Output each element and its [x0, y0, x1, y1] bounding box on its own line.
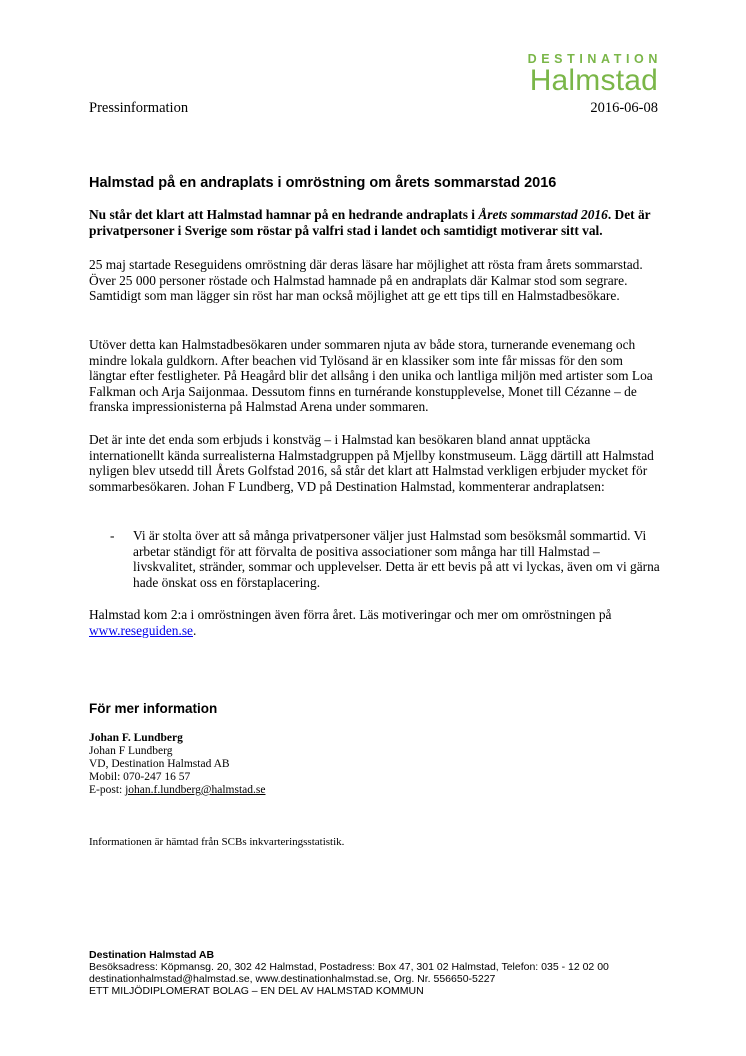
paragraph-2: Utöver detta kan Halmstadbesökaren under sommaren njuta av både stora, turnerande evenemang och mindre lokala guldkorn. After beachen vid Tylösand är en klassiker som inte får missas för den som längtar efter festligheter. På Heagård blir det allsång i den unika och lantliga miljön med artister som Loa Falkman och Arja Saijonmaa. Dessutom finns en turnérande konstupplevelse, Monet till Cézanne – de franska impressionisterna på Halmstad Arena under sommaren.: [89, 337, 653, 415]
source-note: Informationen är hämtad från SCBs inkvarteringsstatistik.: [89, 836, 345, 848]
lead-after: . Det är privatpersoner i Sverige som röstar på valfri stad i landet och samtidigt motiverar sitt val.: [89, 207, 651, 238]
paragraph-5-end: .: [193, 622, 197, 638]
contact-mobile: Mobil: 070-247 16 57: [89, 771, 191, 783]
more-info-heading: För mer information: [89, 701, 218, 716]
logo-top-text: DESTINATION: [527, 52, 662, 66]
paragraph-5: [89, 607, 659, 638]
contact-name: Johan F Lundberg: [89, 745, 173, 757]
document-title: Halmstad på en andraplats i omröstning om årets sommarstad 2016: [89, 175, 557, 191]
lead-before: Nu står det klart att Halmstad hamnar på en hedrande andraplats i: [89, 207, 479, 222]
email-label: E-post:: [89, 784, 126, 796]
paragraph-3: Det är inte det enda som erbjuds i konstväg – i Halmstad kan besökaren bland annat upptäcka internationellt kända surrealisterna Halmstadgruppen på Mjellby konstmuseum. Lägg därtill att Halmstad nyligen blev utsedd till Årets Golfstad 2016, så står det klart att Halmstad verkligen erbjuder mycket för sommarbesökaren. Johan F Lundberg, VD på Destination Halmstad, kommenterar andraplatsen:: [89, 432, 654, 494]
page-footer: [89, 949, 609, 997]
footer-address: Besöksadress: Köpmansg. 20, 302 42 Halmstad, Postadress: Box 47, 301 02 Halmstad, Telefon: 035 - 12 02 00: [89, 961, 609, 973]
logo-main-text: Halmstad: [529, 64, 658, 97]
quote-paragraph: Vi är stolta över att så många privatpersoner väljer just Halmstad som besöksmål sommartid. Vi arbetar ständigt för att förvalta de positiva associationer som många har till Halmstad – livskvalitet, stränder, sommar och upplevelser. Detta är ett bevis på att vi lyckas, även om vi gärna hade önskat oss en förstaplacering.: [133, 528, 660, 590]
document-date: 2016-06-08: [590, 100, 658, 116]
contact-name-bold: Johan F. Lundberg: [89, 732, 183, 744]
press-info-label: Pressinformation: [89, 100, 189, 116]
contact-block: [89, 732, 265, 797]
contact-email-link[interactable]: johan.f.lundberg@halmstad.se: [125, 784, 266, 796]
paragraph-1: 25 maj startade Reseguidens omröstning där deras läsare har möjlighet att rösta fram årets sommarstad. Över 25 000 personer röstade och Halmstad hamnade på en andraplats där Kalmar stod som segrare. Samtidigt som man lägger sin röst har man också möjlighet att ge ett tips till en Halmstadbesökare.: [89, 257, 643, 304]
footer-contact: destinationhalmstad@halmstad.se, www.destinationhalmstad.se, Org. Nr. 556650-5227: [89, 973, 496, 985]
paragraph-5-text: Halmstad kom 2:a i omröstningen även förra året. Läs motiveringar och mer om omröstningen på: [89, 607, 612, 622]
lead-italic: Årets sommarstad 2016: [478, 207, 608, 222]
reseguiden-link[interactable]: www.reseguiden.se: [89, 622, 193, 638]
lead-paragraph: [89, 207, 659, 238]
footer-tagline: ETT MILJÖDIPLOMERAT BOLAG – EN DEL AV HALMSTAD KOMMUN: [89, 985, 424, 997]
quote-bullet: -: [110, 528, 115, 543]
destination-halmstad-logo: [527, 52, 662, 97]
footer-company: Destination Halmstad AB: [89, 949, 215, 961]
contact-email-row: [89, 784, 265, 797]
contact-role: VD, Destination Halmstad AB: [89, 758, 230, 770]
